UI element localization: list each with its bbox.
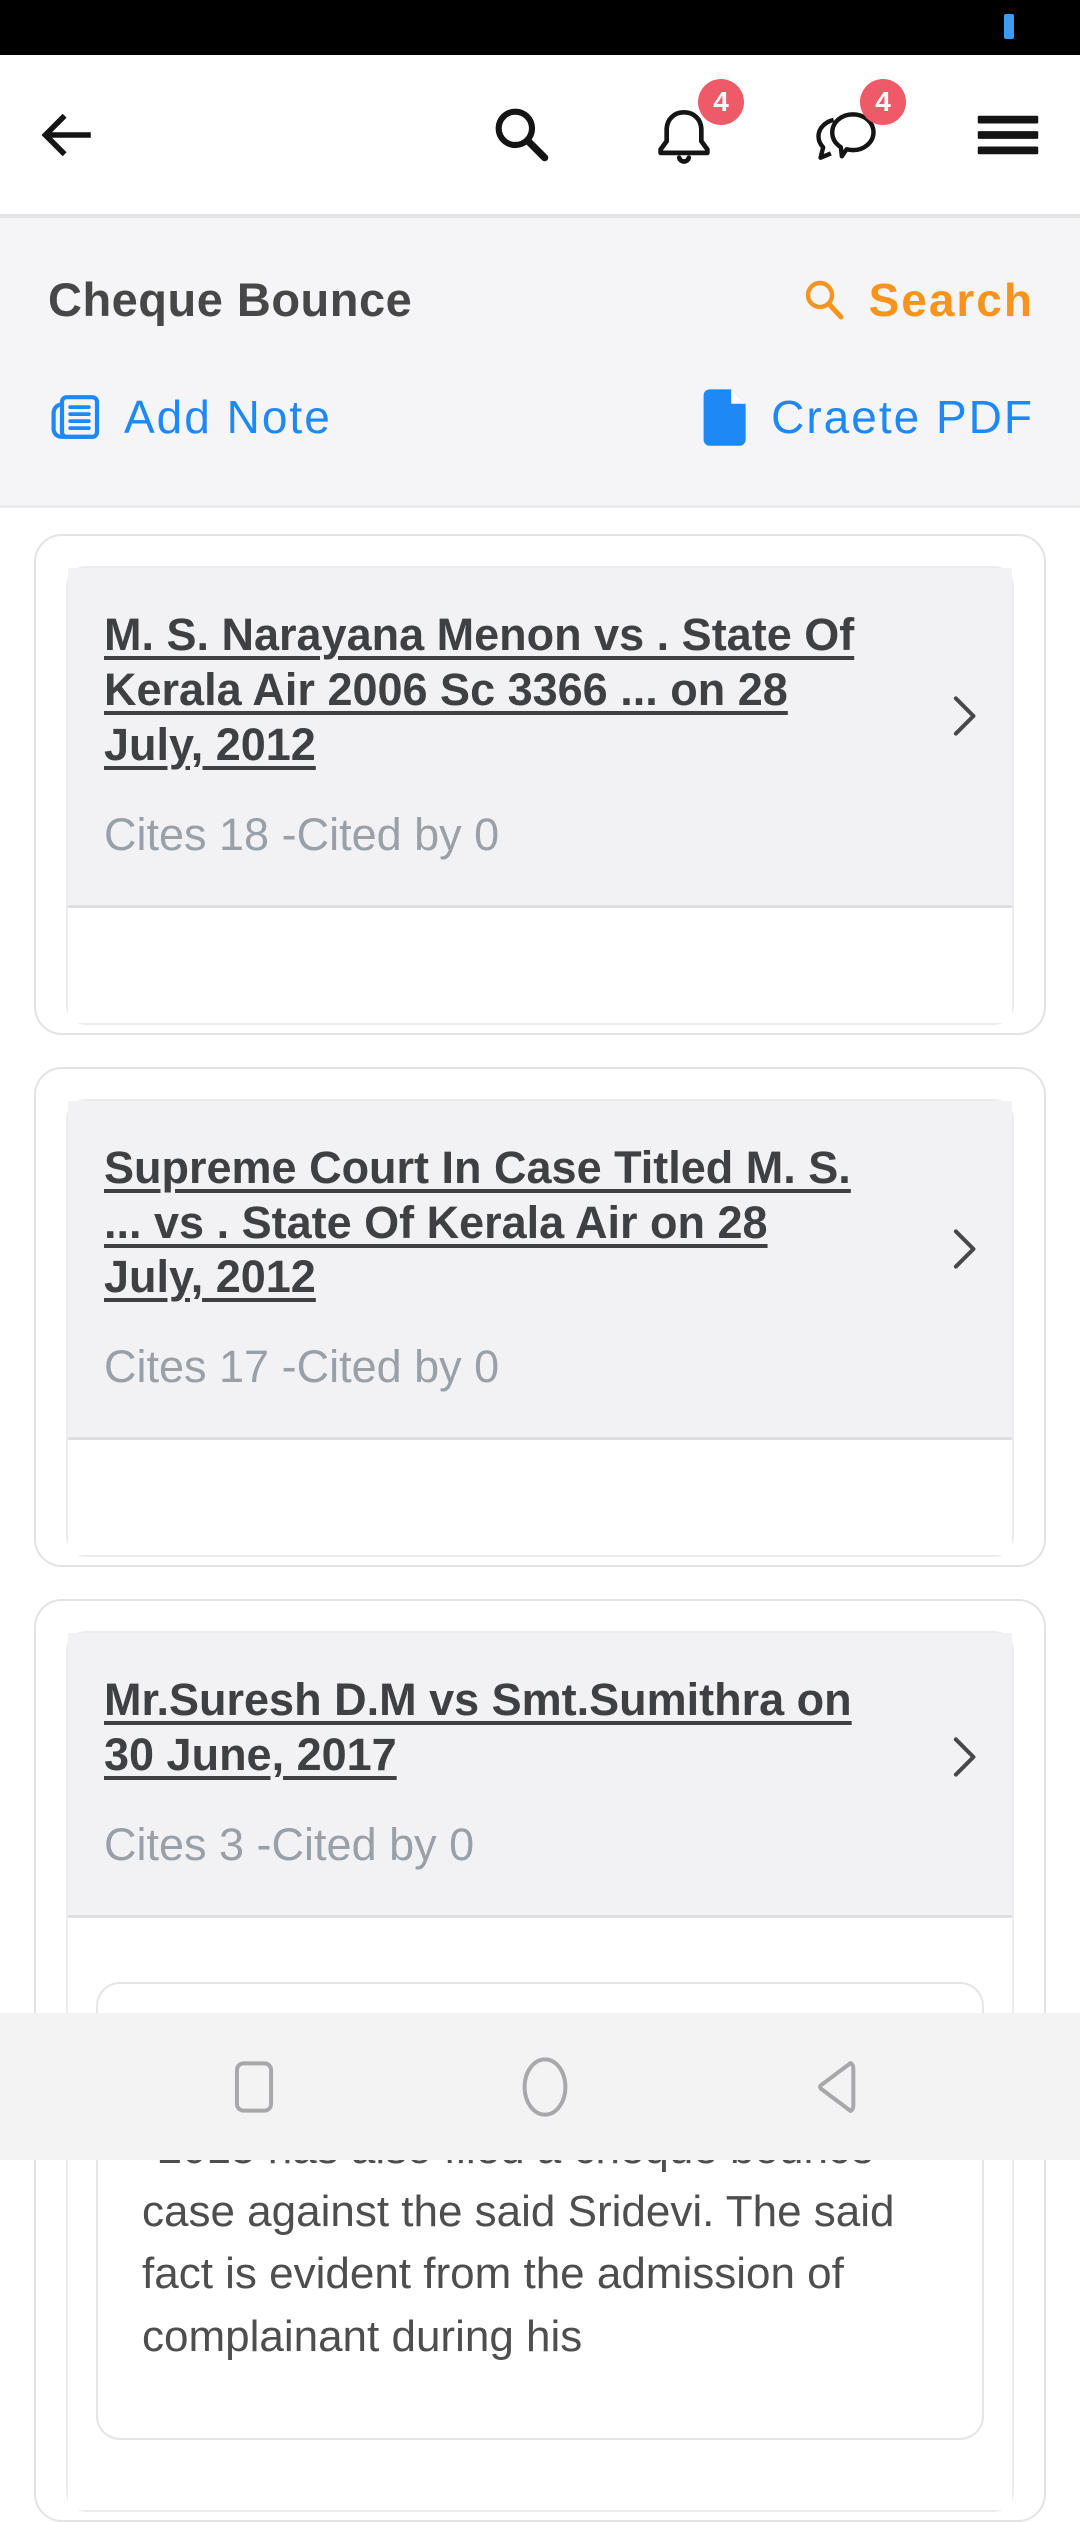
back-arrow-icon — [33, 102, 99, 168]
home-button[interactable] — [513, 2052, 577, 2122]
case-card-inner — [66, 566, 1014, 1025]
app-bar-actions — [486, 85, 1044, 171]
case-title-link[interactable]: Mr.Suresh D.M vs Smt.Sumithra on 30 June, 2017 — [104, 1674, 852, 1781]
case-head[interactable] — [68, 1633, 1012, 1915]
topic-actions-row — [48, 387, 1034, 447]
case-card-inner — [66, 1099, 1014, 1558]
status-indicator-icon — [1004, 14, 1014, 39]
create-pdf-label: Craete PDF — [771, 391, 1034, 443]
create-pdf-button[interactable] — [697, 387, 1034, 447]
menu-button[interactable] — [972, 99, 1044, 171]
messages-button[interactable] — [810, 85, 891, 171]
case-body — [68, 905, 1012, 1023]
messages-badge: 4 — [860, 79, 906, 125]
case-cites: Cites 18 -Cited by 0 — [104, 808, 500, 860]
note-icon — [48, 389, 104, 445]
square-icon — [233, 2059, 275, 2115]
topic-title-row — [48, 272, 1034, 327]
notifications-badge: 4 — [698, 79, 744, 125]
search-small-icon — [801, 276, 849, 324]
case-body — [68, 1437, 1012, 1555]
page-title: Cheque Bounce — [48, 273, 413, 326]
back-button[interactable] — [30, 99, 102, 171]
case-body — [68, 1915, 1012, 2510]
search-icon — [490, 103, 554, 167]
chevron-right-icon[interactable] — [942, 1730, 986, 1784]
case-cites: Cites 3 -Cited by 0 — [104, 1819, 475, 1871]
pdf-document-icon — [697, 387, 751, 447]
navigation-bar — [0, 2013, 1080, 2160]
topic-search-button[interactable] — [801, 273, 1034, 327]
chevron-right-icon[interactable] — [942, 1222, 986, 1276]
case-head[interactable] — [68, 568, 1012, 905]
triangle-left-icon — [812, 2056, 860, 2118]
note-text: case against the said Sridevi. The said fact is evident from the admission of complainant during his — [142, 2186, 895, 2361]
topic-header — [0, 218, 1080, 508]
header-search-button[interactable] — [486, 99, 558, 171]
case-title-link[interactable]: Supreme Court In Case Titled M. S. ... vs . State Of Kerala Air on 28 July, 2012 — [104, 1141, 851, 1303]
chevron-right-icon[interactable] — [942, 689, 986, 743]
case-title-link[interactable]: M. S. Narayana Menon vs . State Of Kerala Air 2006 Sc 3366 ... on 28 July, 2012 — [104, 609, 855, 770]
recents-button[interactable] — [222, 2052, 286, 2122]
case-card — [34, 534, 1046, 1035]
notifications-button[interactable] — [648, 85, 729, 171]
case-list — [0, 508, 1080, 2522]
add-note-button[interactable] — [48, 389, 332, 445]
back-nav-button[interactable] — [804, 2052, 868, 2122]
hamburger-icon — [975, 107, 1041, 163]
topic-search-label: Search — [868, 273, 1034, 326]
add-note-label: Add Note — [124, 391, 332, 443]
status-bar — [0, 0, 1080, 55]
app-bar — [0, 55, 1080, 218]
case-cites: Cites 17 -Cited by 0 — [104, 1341, 500, 1393]
case-card — [34, 1067, 1046, 1568]
circle-icon — [520, 2055, 570, 2119]
case-head[interactable] — [68, 1101, 1012, 1438]
